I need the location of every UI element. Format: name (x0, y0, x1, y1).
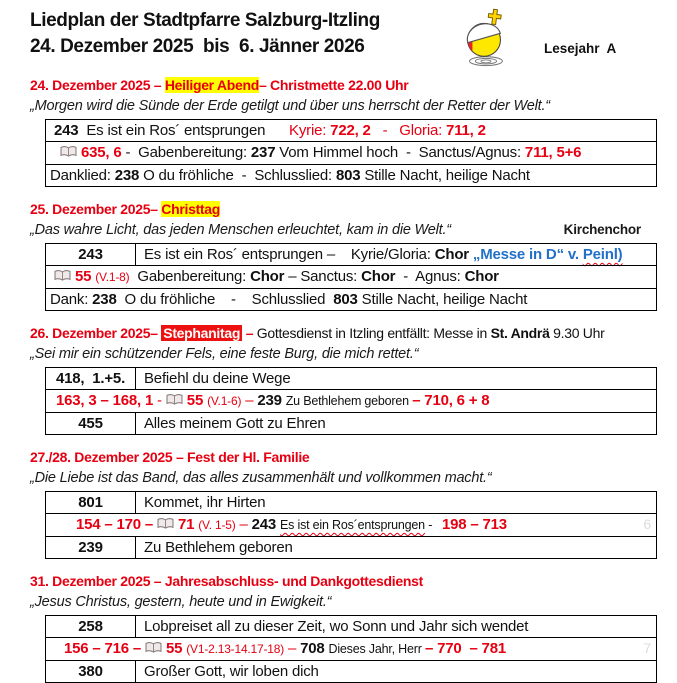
table-row (46, 244, 656, 265)
section-heading (30, 201, 657, 218)
document-title-line2: 24. Dezember 2025 bis 6. Jänner 2026 (30, 35, 365, 57)
text-segment: – (284, 640, 301, 657)
text-segment: 55 (162, 640, 187, 657)
text-segment: Befiehl du deine Wege (144, 370, 291, 387)
heading-text: Gottesdienst in Itzling entfällt: Messe in (256, 325, 491, 341)
text-segment: - Gabenbereitung: (121, 144, 251, 161)
text-segment: – 710, 6 + 8 (412, 392, 490, 409)
text-segment: Peinl) (582, 246, 623, 263)
text-segment: Zu Bethlehem geboren (144, 539, 293, 556)
scripture-quote (30, 593, 657, 611)
song-content-cell (136, 244, 656, 265)
section-heading (30, 573, 657, 590)
faint-page-number: 7 (643, 640, 651, 656)
text-segment: (V. 1-5) (198, 518, 236, 532)
text-segment: - Agnus: (395, 268, 465, 285)
text-segment: Alles meinem Gott zu Ehren (144, 415, 326, 432)
heading-text: 27./28. Dezember 2025 – Fest der Hl. Familie (30, 449, 310, 465)
section-heading (30, 77, 657, 94)
feast-highlight: Heiliger Abend (164, 77, 259, 93)
quote-text: „Das wahre Licht, das jeden Menschen erleuchtet, kam in die Welt.“ (30, 222, 451, 238)
text-segment: Es ist ein Ros´ entsprungen (78, 122, 290, 139)
table-row (46, 412, 656, 434)
heading-text: – Christmette 22.00 Uhr (258, 77, 409, 93)
text-segment: (V1-2.13-14.17-18) (186, 642, 285, 656)
text-segment: 55 (71, 268, 96, 285)
text-segment: Chor (464, 268, 499, 285)
text-segment: 154 – 170 – (76, 516, 158, 533)
table-row (46, 389, 656, 412)
text-segment: 238 (92, 291, 117, 308)
song-content-cell (136, 413, 656, 434)
text-segment: 243 (251, 516, 281, 533)
choir-note: Kirchenchor (563, 222, 641, 237)
liturgy-section-4 (30, 449, 657, 559)
heading-text: 25. Dezember 2025– (30, 201, 162, 217)
text-segment: Danklied: (50, 167, 115, 184)
text-segment: (V.1-6) (207, 394, 242, 408)
text-segment: 722, 2 (330, 122, 371, 139)
text-segment: Lobpreiset all zu dieser Zeit, wo Sonn und Jahr sich wendet (144, 618, 529, 635)
orb-with-cross-icon (456, 8, 514, 70)
table-row (46, 368, 656, 389)
song-number-cell: 258 (46, 616, 136, 637)
text-segment: Chor (361, 268, 396, 285)
liturgy-section-5 (30, 573, 657, 683)
scripture-quote (30, 221, 657, 239)
song-content-cell (136, 492, 656, 513)
document-title-line1: Liedplan der Stadtpfarre Salzburg-Itzling (30, 10, 380, 31)
heading-text: 26. Dezember 2025– (30, 325, 162, 341)
song-content-cell (136, 368, 656, 389)
scripture-quote (30, 345, 657, 363)
text-segment: 711, 5+6 (524, 144, 582, 161)
text-segment: 238 (114, 167, 140, 184)
song-number-cell: 801 (46, 492, 136, 513)
text-segment: Gabenbereitung: (129, 268, 251, 285)
document-header (30, 8, 657, 72)
text-segment: Großer Gott, wir loben dich (144, 663, 319, 680)
table-row (46, 141, 656, 164)
text-segment: - (424, 518, 442, 532)
open-book-icon (145, 639, 162, 660)
text-segment: Stille Nacht, heilige Nacht (357, 291, 528, 308)
quote-text: „Morgen wird die Sünde der Erde getilgt und über uns herrscht der Retter der Welt.“ (30, 98, 550, 114)
text-segment: 243 (54, 122, 79, 139)
table-row (46, 513, 656, 536)
song-number-cell: 239 (46, 537, 136, 558)
text-segment: (V.1-8) (95, 270, 130, 284)
text-segment: 711, 2 (446, 122, 486, 139)
text-segment: Vom Himmel hoch - Sanctus/Agnus: (275, 144, 525, 161)
text-segment: 708 (300, 640, 329, 657)
heading-text: St. Andrä (490, 325, 550, 341)
heading-text: – (242, 325, 257, 341)
text-segment: – 770 – 781 (424, 640, 506, 657)
open-book-icon (166, 391, 183, 412)
liturgy-section-1 (30, 77, 657, 187)
feast-highlight: Christtag (161, 201, 221, 217)
song-table (45, 367, 657, 435)
song-number-cell: 455 (46, 413, 136, 434)
text-segment: 239 (257, 392, 286, 409)
text-segment: 156 – 716 – (64, 640, 146, 657)
table-row (46, 536, 656, 558)
table-row (46, 265, 656, 288)
text-segment: Stille Nacht, heilige Nacht (360, 167, 530, 184)
text-segment: 237 (250, 144, 276, 161)
song-table (45, 491, 657, 559)
text-segment: Chor (434, 246, 473, 263)
sections (30, 77, 657, 683)
text-segment: Kommet, ihr Hirten (144, 494, 266, 511)
quote-text: „Die Liebe ist das Band, das alles zusammenhält und vollkommen macht.“ (30, 470, 492, 486)
section-heading (30, 325, 657, 342)
heading-text: 9.30 Uhr (549, 325, 605, 341)
quote-text: „Jesus Christus, gestern, heute und in Ewigkeit.“ (30, 594, 332, 610)
text-segment: 635, 6 (77, 144, 122, 161)
text-segment: Dieses Jahr, Herr (328, 642, 425, 656)
song-number-cell: 243 (46, 244, 136, 265)
table-row (46, 637, 656, 660)
text-segment: - (370, 122, 400, 139)
text-segment: Chor (250, 268, 285, 285)
liturgy-section-3 (30, 325, 657, 435)
text-segment: Dank: (50, 291, 93, 308)
open-book-icon (60, 143, 77, 164)
text-segment: – (235, 516, 252, 533)
open-book-icon (54, 267, 71, 288)
text-segment: 71 (174, 516, 199, 533)
text-segment: – (241, 392, 258, 409)
text-segment: Zu Bethlehem geboren (285, 394, 413, 408)
song-content-cell (136, 661, 656, 682)
liturgy-section-2 (30, 201, 657, 311)
section-heading (30, 449, 657, 466)
table-row (46, 288, 656, 310)
lesejahr-label: Lesejahr A (544, 41, 617, 56)
song-table (45, 119, 657, 187)
text-segment: Es ist ein Ros´ entsprungen – Kyrie/Gloria: (144, 246, 435, 263)
text-segment: Gloria: (399, 122, 447, 139)
song-table (45, 615, 657, 683)
text-segment: 163, 3 – 168, 1 (56, 392, 154, 409)
text-segment: O du fröhliche - Schlusslied: (139, 167, 336, 184)
faint-page-number: 6 (643, 516, 651, 532)
text-segment: - (153, 392, 166, 409)
feast-highlight: Stephanitag (163, 325, 241, 341)
heading-text: 31. Dezember 2025 – Jahresabschluss- und Dankgottesdienst (30, 573, 423, 589)
text-segment: „Messe in D“ v. (472, 246, 583, 263)
song-table (45, 243, 657, 311)
scripture-quote (30, 469, 657, 487)
open-book-icon (157, 515, 174, 536)
heading-text: 24. Dezember 2025 – (30, 77, 165, 93)
table-row (46, 616, 656, 637)
scripture-quote (30, 97, 657, 115)
table-row (46, 492, 656, 513)
text-segment: 803 (335, 167, 361, 184)
text-segment: 55 (182, 392, 208, 409)
table-row (46, 660, 656, 682)
song-content-cell (136, 537, 656, 558)
text-segment: O du fröhliche - Schlusslied (116, 291, 334, 308)
table-row (46, 120, 656, 141)
song-number-cell: 380 (46, 661, 136, 682)
quote-text: „Sei mir ein schützender Fels, eine feste Burg, die mich rettet.“ (30, 346, 419, 362)
text-segment: Kyrie: (289, 122, 331, 139)
song-number-cell: 418, 1.+5. (46, 368, 136, 389)
text-segment: 198 – 713 (442, 516, 507, 533)
song-content-cell (136, 616, 656, 637)
text-segment: Es ist ein Ros´entsprungen (280, 518, 425, 532)
text-segment: 803 (333, 291, 358, 308)
text-segment: – Sanctus: (284, 268, 362, 285)
table-row (46, 164, 656, 186)
